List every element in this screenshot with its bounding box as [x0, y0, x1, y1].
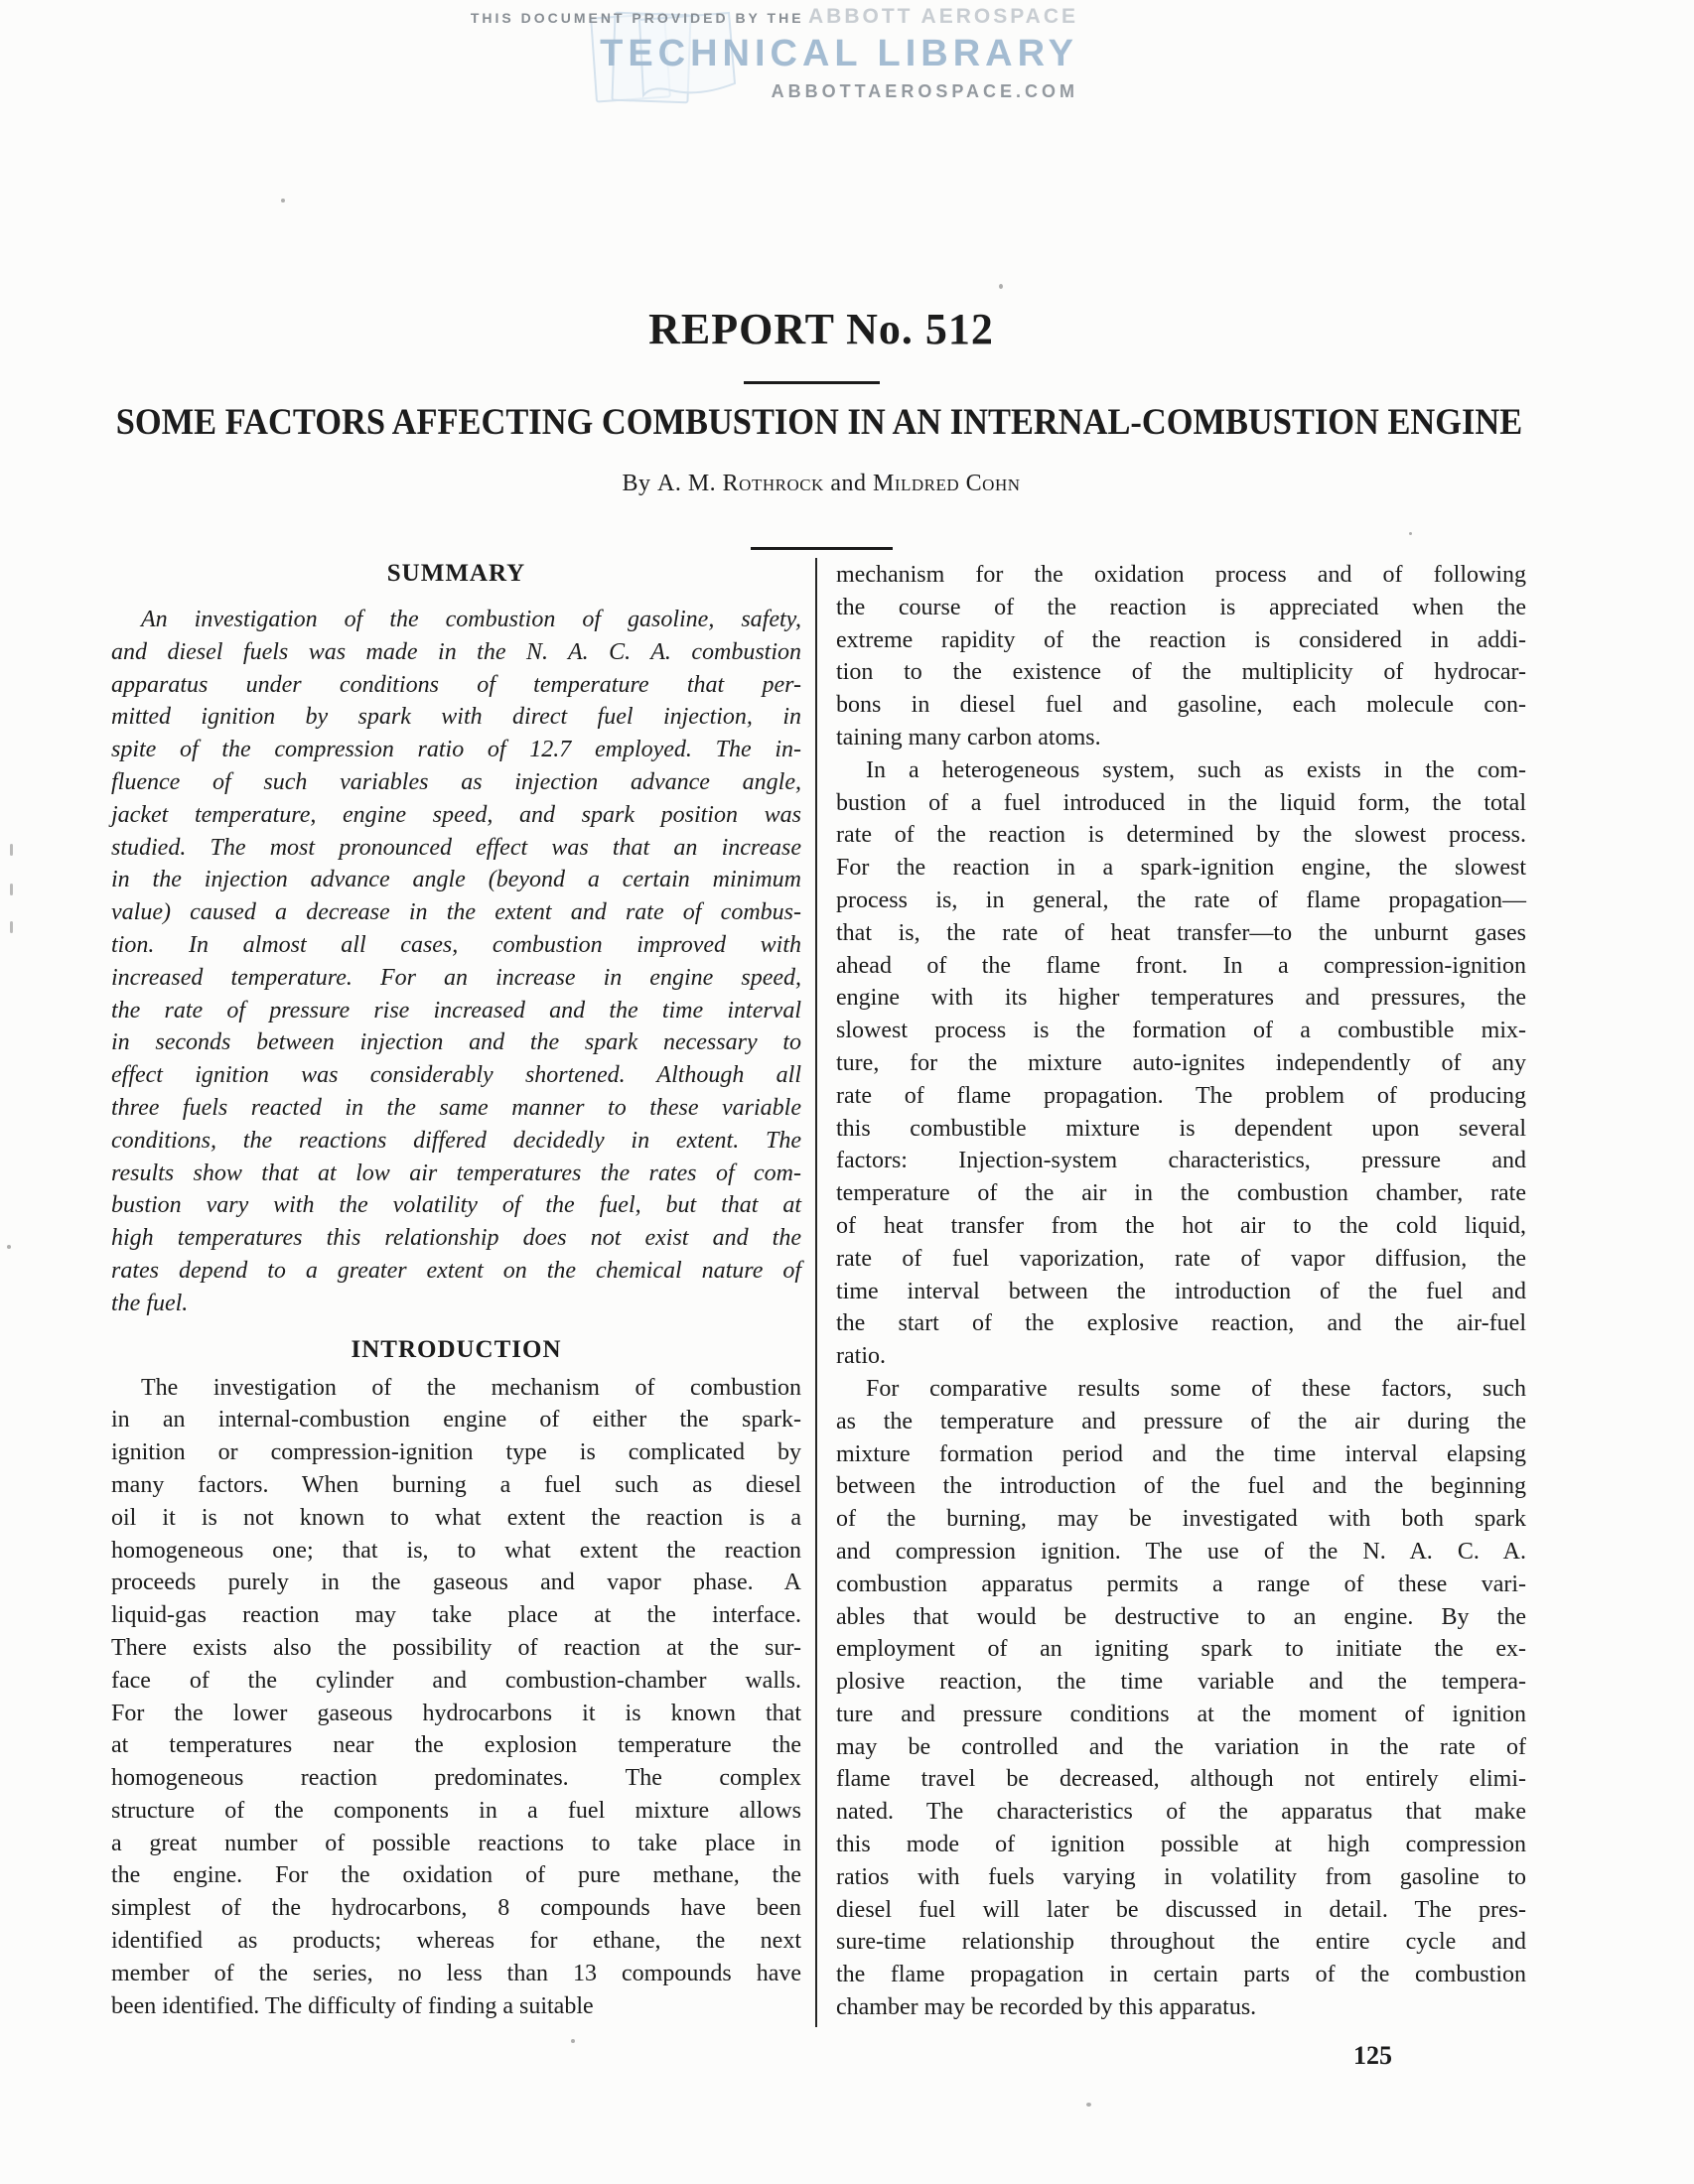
text-line: fluence of such variables as injection advance angle, — [111, 768, 801, 795]
title-rule-top — [744, 381, 880, 384]
text-line: ratios with fuels varying in volatility from gasoline to — [836, 1863, 1526, 1890]
text-line: the course of the reaction is appreciated when the — [836, 594, 1526, 620]
paragraph — [836, 559, 1526, 754]
text-line: engine with its higher temperatures and pressures, the — [836, 985, 1526, 1012]
text-line: tion to the existence of the multiplicity of hydrocar- — [836, 659, 1526, 686]
text-line: There exists also the possibility of reaction at the sur- — [111, 1634, 801, 1661]
text-line: temperature of the air in the combustion chamber, rate — [836, 1180, 1526, 1207]
scan-speck — [7, 1245, 11, 1249]
author-1: A. M. Rothrock — [656, 471, 824, 496]
right-column — [836, 559, 1526, 2024]
text-line: apparatus under conditions of temperature that per- — [111, 671, 801, 698]
text-line: and diesel fuels was made in the N. A. C. A. combustion — [111, 638, 801, 665]
text-line: conditions, the reactions differed decidedly in extent. The — [111, 1127, 801, 1154]
text-line: of the burning, may be investigated with both spark — [836, 1506, 1526, 1533]
text-line: at temperatures near the explosion temperature the — [111, 1732, 801, 1759]
text-line: ables that would be destructive to an engine. By the — [836, 1603, 1526, 1630]
text-line: the start of the explosive reaction, and the air-fuel — [836, 1310, 1526, 1337]
text-line: rates depend to a greater extent on the chemical nature of — [111, 1257, 801, 1284]
text-line: and compression ignition. The use of the N. A. C. A. — [836, 1538, 1526, 1565]
text-line: between the introduction of the fuel and the beginning — [836, 1473, 1526, 1500]
byline-rule — [751, 547, 893, 550]
text-line: extreme rapidity of the reaction is considered in addi- — [836, 626, 1526, 653]
text-line: structure of the components in a fuel mixture allows — [111, 1797, 801, 1824]
intro-heading: INTRODUCTION — [351, 1335, 562, 1363]
text-line: taining many carbon atoms. — [836, 724, 1101, 751]
text-line: studied. The most pronounced effect was that an increase — [111, 834, 801, 861]
text-line: in seconds between injection and the spark necessary to — [111, 1029, 801, 1056]
text-line: For the lower gaseous hydrocarbons it is known that — [111, 1700, 801, 1726]
text-line: factors: Injection-system characteristics, pressure and — [836, 1148, 1526, 1174]
text-line: this combustible mixture is dependent upon several — [836, 1115, 1526, 1142]
text-line: jacket temperature, engine speed, and spark position was — [111, 801, 801, 828]
text-line: ignition or compression-ignition type is complicated by — [111, 1439, 801, 1466]
text-line: three fuels reacted in the same manner to these variable — [111, 1094, 801, 1121]
text-line: rate of the reaction is determined by the slowest process. — [836, 822, 1526, 849]
page-number: 125 — [1353, 2041, 1392, 2070]
author-2: Mildred Cohn — [873, 471, 1021, 496]
text-line: homogeneous reaction predominates. The complex — [111, 1765, 801, 1792]
text-line: sure-time relationship throughout the entire cycle and — [836, 1929, 1526, 1956]
scan-speck — [10, 921, 13, 933]
text-line: this mode of ignition possible at high compression — [836, 1832, 1526, 1858]
text-line: value) caused a decrease in the extent and rate of combus- — [111, 899, 801, 926]
text-line: the fuel. — [111, 1290, 189, 1316]
text-line: homogeneous one; that is, to what extent the reaction — [111, 1537, 801, 1564]
text-line: bustion vary with the volatility of the fuel, but that at — [111, 1192, 801, 1219]
text-line: The investigation of the mechanism of combustion — [141, 1374, 801, 1401]
text-line: in the injection advance angle (beyond a certain minimum — [111, 867, 801, 893]
text-line: ahead of the flame front. In a compression-ignition — [836, 952, 1526, 979]
text-line: in an internal-combustion engine of either the spark- — [111, 1407, 801, 1433]
paragraph — [836, 1373, 1526, 2024]
column-divider — [815, 558, 817, 2027]
text-line: many factors. When burning a fuel such as diesel — [111, 1471, 801, 1498]
text-line: slowest process is the formation of a combustible mix- — [836, 1018, 1526, 1044]
summary-heading: SUMMARY — [386, 560, 526, 587]
byline-and: and — [830, 471, 867, 496]
text-line: ture and pressure conditions at the moment of ignition — [836, 1701, 1526, 1727]
text-line: mechanism for the oxidation process and of following — [836, 562, 1526, 588]
text-line: proceeds purely in the gaseous and vapor phase. A — [111, 1570, 801, 1596]
text-line: liquid-gas reaction may take place at the interface. — [111, 1602, 801, 1629]
text-line: member of the series, no less than 13 compounds have — [111, 1960, 801, 1986]
paragraph — [111, 604, 801, 1320]
text-line: the rate of pressure rise increased and the time interval — [111, 997, 801, 1024]
paragraph — [836, 754, 1526, 1373]
website-link[interactable]: ABBOTTAEROSPACE.COM — [771, 81, 1078, 101]
text-line: process is, in general, the rate of flame propagation— — [836, 887, 1526, 913]
text-line: of heat transfer from the hot air to the cold liquid, — [836, 1212, 1526, 1239]
text-line: effect ignition was considerably shortened. Although all — [111, 1062, 801, 1089]
text-line: ture, for the mixture auto-ignites independently of any — [836, 1049, 1526, 1076]
text-line: rate of flame propagation. The problem of producing — [836, 1082, 1526, 1109]
text-line: bustion of a fuel introduced in the liquid form, the total — [836, 789, 1526, 816]
text-line: For the reaction in a spark-ignition engine, the slowest — [836, 855, 1526, 882]
text-line: rate of fuel vaporization, rate of vapor diffusion, the — [836, 1245, 1526, 1272]
scan-speck — [10, 844, 13, 856]
text-line: combustion apparatus permits a range of these vari- — [836, 1570, 1526, 1597]
text-line: mitted ignition by spark with direct fuel injection, in — [111, 704, 801, 731]
paragraph — [111, 1372, 801, 2023]
text-line: mixture formation period and the time interval elapsing — [836, 1440, 1526, 1467]
text-line: plosive reaction, the time variable and the tempera- — [836, 1669, 1526, 1696]
text-line: time interval between the introduction of the fuel and — [836, 1278, 1526, 1304]
byline-by: By — [622, 471, 651, 496]
provided-by-line — [471, 6, 1078, 30]
text-line: oil it is not known to what extent the reaction is a — [111, 1504, 801, 1531]
scan-speck — [1086, 2103, 1091, 2107]
text-line: results show that at low air temperatures the rates of com- — [111, 1160, 801, 1186]
text-line: tion. In almost all cases, combustion improved with — [111, 931, 801, 958]
text-line: diesel fuel will later be discussed in detail. The pres- — [836, 1896, 1526, 1923]
text-line: bons in diesel fuel and gasoline, each molecule con- — [836, 692, 1526, 719]
text-line: nated. The characteristics of the apparatus that make — [836, 1799, 1526, 1826]
scan-speck — [10, 884, 13, 895]
text-line: a great number of possible reactions to take place in — [111, 1830, 801, 1856]
text-line: For comparative results some of these factors, such — [866, 1375, 1526, 1402]
text-line: employment of an igniting spark to initiate the ex- — [836, 1636, 1526, 1663]
text-line: flame travel be decreased, although not entirely elimi- — [836, 1766, 1526, 1793]
scan-speck — [1409, 532, 1412, 535]
byline — [111, 471, 1531, 497]
library-title: TECHNICAL LIBRARY — [600, 33, 1078, 74]
text-line: as the temperature and pressure of the air during the — [836, 1408, 1526, 1434]
report-number-heading: REPORT No. 512 — [648, 305, 994, 353]
text-line: been identified. The difficulty of finding a suitable — [111, 1992, 594, 2019]
scan-speck — [281, 199, 285, 203]
provided-by-text: THIS DOCUMENT PROVIDED BY THE — [470, 10, 804, 26]
text-line: In a heterogeneous system, such as exists in the com- — [866, 756, 1526, 783]
text-line: that is, the rate of heat transfer—to the unburnt gases — [836, 919, 1526, 946]
text-line: ratio. — [836, 1343, 886, 1370]
text-line: may be controlled and the variation in the rate of — [836, 1733, 1526, 1760]
text-line: the flame propagation in certain parts of the combustion — [836, 1962, 1526, 1988]
text-line: An investigation of the combustion of gasoline, safety, — [141, 607, 801, 632]
text-line: chamber may be recorded by this apparatus. — [836, 1994, 1257, 2021]
text-line: high temperatures this relationship does not exist and the — [111, 1225, 801, 1252]
report-title: SOME FACTORS AFFECTING COMBUSTION IN AN INTERNAL-COMBUSTION ENGINE — [115, 402, 1523, 443]
text-line: the engine. For the oxidation of pure methane, the — [111, 1862, 801, 1889]
scan-speck — [571, 2039, 575, 2043]
text-line: identified as products; whereas for ethane, the next — [111, 1928, 801, 1955]
brand-name: ABBOTT AEROSPACE — [807, 5, 1078, 28]
scan-speck — [999, 284, 1003, 289]
text-line: face of the cylinder and combustion-chamber walls. — [111, 1667, 801, 1694]
text-line: simplest of the hydrocarbons, 8 compounds have been — [111, 1895, 801, 1922]
scan-header — [471, 6, 1078, 103]
text-line: spite of the compression ratio of 12.7 employed. The in- — [111, 737, 801, 763]
left-column — [111, 561, 801, 2022]
text-line: increased temperature. For an increase in engine speed, — [111, 964, 801, 991]
